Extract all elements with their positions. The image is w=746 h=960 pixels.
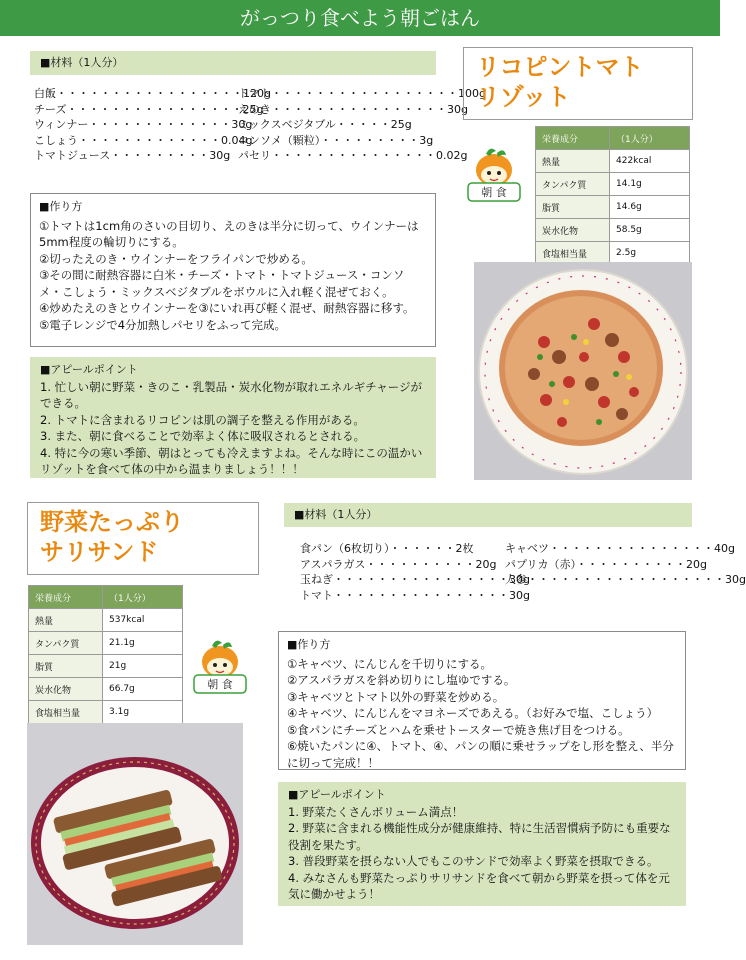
appeal-header: ■アピールポイント <box>40 363 138 376</box>
recipe2-title-line2: サリサンド <box>40 538 159 566</box>
ingredient-line: 玉ねぎ・・・・・・・・・・・・・・・・30g <box>300 573 530 586</box>
nutrient-name: 脂質 <box>536 196 610 219</box>
recipe1-appeal <box>30 357 436 478</box>
ingredient-line: トマト・・・・・・・・・・・・・・・・・100g <box>238 87 486 100</box>
nutrient-name: タンパク質 <box>536 173 610 196</box>
step: ②切ったえのき・ウインナーをフライパンで炒める。 <box>39 251 313 266</box>
step: ②アスパラガスを斜め切りにし塩ゆでする。 <box>287 673 516 687</box>
step: ③その間に耐熱容器に白米・チーズ・トマト・トマトジュース・コンソメ・こしょう・ミックスベジタブルをボウルに入れ軽く混ぜておく。 <box>39 268 405 299</box>
appeal-point: 3. また、朝に食べることで効率よく体に吸収されるとされる。 <box>40 429 366 443</box>
nutrient-name: 熱量 <box>536 150 610 173</box>
ingredient-line: ウィンナー・・・・・・・・・・・・・30g <box>34 118 253 131</box>
nutrient-name: 食塩相当量 <box>536 242 610 265</box>
sandwich-photo <box>27 723 243 945</box>
ingredient-line: 人参・・・・・・・・・・・・・・・・・・30g <box>505 573 746 586</box>
table-row <box>536 219 690 242</box>
recipe2-steps <box>278 631 686 770</box>
nutrient-value: 14.1g <box>610 173 690 196</box>
ingredient-line: ミックスベジタブル・・・・・25g <box>238 118 412 131</box>
appeal-point: 2. トマトに含まれるリコピンは肌の調子を整える作用がある。 <box>40 412 365 427</box>
nutrient-value: 58.5g <box>610 219 690 242</box>
recipe1-title-line1: リコピントマト <box>476 53 644 81</box>
table-head-key: 栄養成分 <box>536 127 610 150</box>
appeal-point: 4. みなさんも野菜たっぷりサリサンドを食べて朝から野菜を摂って体を元気に働かせよう！ <box>288 870 670 901</box>
recipe2-ingredients-right <box>505 541 746 588</box>
ingredient-line: チーズ・・・・・・・・・・・・・・・・25g <box>34 102 264 116</box>
table-head-val: （1人分） <box>103 586 183 609</box>
nutrient-name: タンパク質 <box>29 632 103 655</box>
table-row <box>29 701 183 724</box>
step: ①キャベツ、にんじんを千切りにする。 <box>287 656 493 671</box>
appeal-point: 1. 野菜たくさんボリューム満点！ <box>288 804 464 819</box>
ingredient-line: こしょう・・・・・・・・・・・・・0.04g <box>34 133 253 147</box>
page-title: がっつり食べよう朝ごはん <box>0 0 720 36</box>
table-row <box>536 173 690 196</box>
table-row <box>536 196 690 219</box>
recipe1-title-line2: リゾット <box>476 83 571 111</box>
recipe1-ingredients-right <box>238 86 486 164</box>
table-head-val: （1人分） <box>610 127 690 150</box>
nutrient-value: 422kcal <box>610 150 690 173</box>
table-row <box>29 609 183 632</box>
ingredient-line: 食パン（6枚切り）・・・・・・2枚 <box>300 542 474 555</box>
recipe2-ingredients-header: ■材料（1人分） <box>284 503 692 527</box>
recipe1-ingredients-header: ■材料（1人分） <box>30 51 436 75</box>
recipe2-appeal <box>278 782 686 906</box>
mascot-orange-icon <box>462 146 526 204</box>
step: ⑤電子レンジで4分加熱しパセリをふって完成。 <box>39 317 287 332</box>
nutrient-name: 炭水化物 <box>29 678 103 701</box>
nutrient-value: 2.5g <box>610 242 690 265</box>
recipe2-ingredients-left <box>300 541 530 603</box>
ingredient-line: アスパラガス・・・・・・・・・・20g <box>300 557 497 571</box>
recipe1-steps <box>30 193 436 347</box>
appeal-point: 2. 野菜に含まれる機能性成分が健康維持、特に生活習慣病予防にも重要な役割を果たす。 <box>288 821 671 852</box>
appeal-point: 4. 特に今の寒い季節、朝はとっても冷えますよね。そんな時にこの温かいリゾットを食べて体の中から温まりましょう！！！ <box>40 445 423 476</box>
nutrient-name: 熱量 <box>29 609 103 632</box>
recipe1-nutrition-table <box>535 126 690 265</box>
ingredient-line: パプリカ（赤）・・・・・・・・・・20g <box>505 557 707 571</box>
mascot-orange-icon <box>188 638 252 696</box>
nutrient-name: 食塩相当量 <box>29 701 103 724</box>
table-head-key: 栄養成分 <box>29 586 103 609</box>
appeal-point: 1. 忙しい朝に野菜・きのこ・乳製品・炭水化物が取れエネルギチャージができる。 <box>40 379 423 410</box>
breakfast-badge-label: 朝 食 <box>207 678 233 691</box>
step: ⑤食パンにチーズとハムを乗せトースターで焼き焦げ目をつける。 <box>287 722 630 737</box>
steps-header: ■作り方 <box>39 200 83 213</box>
table-row <box>29 655 183 678</box>
table-row <box>536 150 690 173</box>
ingredient-line: えのき・・・・・・・・・・・・・・・・30g <box>238 102 468 116</box>
nutrient-value: 3.1g <box>103 701 183 724</box>
step: ①トマトは1cm角のさいの目切り、えのきは半分に切って、ウインナーは5mm程度の輪切りにする。 <box>39 218 419 249</box>
ingredient-line: 白飯・・・・・・・・・・・・・・・・・120g <box>34 87 271 100</box>
nutrient-value: 537kcal <box>103 609 183 632</box>
nutrient-value: 66.7g <box>103 678 183 701</box>
nutrient-value: 14.6g <box>610 196 690 219</box>
recipe1-title <box>463 47 693 120</box>
table-row <box>29 632 183 655</box>
nutrient-name: 炭水化物 <box>536 219 610 242</box>
nutrient-value: 21.1g <box>103 632 183 655</box>
ingredient-line: キャベツ・・・・・・・・・・・・・・・40g <box>505 542 735 555</box>
ingredient-line: トマトジュース・・・・・・・・・30g <box>34 149 231 162</box>
steps-header: ■作り方 <box>287 638 331 651</box>
risotto-photo <box>474 262 692 480</box>
ingredient-line: トマト・・・・・・・・・・・・・・・・30g <box>300 588 530 602</box>
step: ④炒めたえのきとウインナーを③にいれ再び軽く混ぜ、耐熱容器に移す。 <box>39 301 415 315</box>
breakfast-badge-label: 朝 食 <box>481 186 507 199</box>
recipe2-title-line1: 野菜たっぷり <box>40 508 184 536</box>
nutrient-name: 脂質 <box>29 655 103 678</box>
table-row <box>29 678 183 701</box>
table-row <box>29 586 183 609</box>
ingredient-line: コンソメ（顆粒）・・・・・・・・・3g <box>238 133 434 147</box>
step: ④キャベツ、にんじんをマヨネーズであえる。（お好みで塩、こしょう） <box>287 706 659 720</box>
appeal-header: ■アピールポイント <box>288 788 386 801</box>
step: ⑥焼いたパンに④、トマト、④、パンの順に乗せラップをし形を整え、半分に切って完成！！ <box>287 739 674 770</box>
ingredient-line: パセリ・・・・・・・・・・・・・・・0.02g <box>238 149 468 162</box>
table-row <box>536 127 690 150</box>
nutrient-value: 21g <box>103 655 183 678</box>
recipe1-ingredients-left <box>34 86 271 164</box>
step: ③キャベツとトマト以外の野菜を炒める。 <box>287 689 505 704</box>
appeal-point: 3. 普段野菜を摂らない人でもこのサンドで効率よく野菜を摂取できる。 <box>288 854 659 868</box>
recipe2-title <box>27 502 259 575</box>
recipe2-nutrition-table <box>28 585 183 724</box>
